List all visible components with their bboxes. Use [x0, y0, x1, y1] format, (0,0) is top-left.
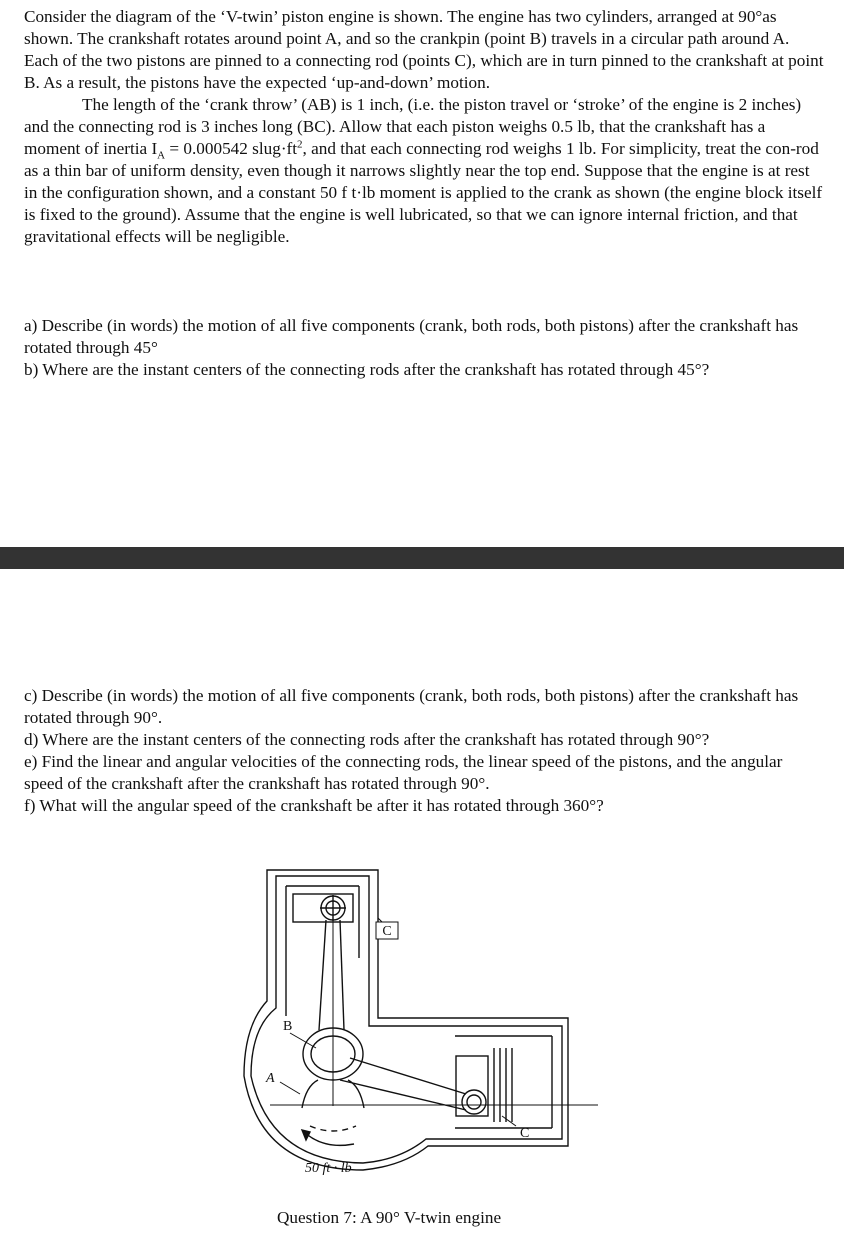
crank-and-crankpin	[280, 1028, 364, 1131]
intro-paragraph-2	[24, 94, 824, 248]
problem-intro	[24, 6, 824, 248]
inertia-subscript: A	[157, 149, 166, 162]
top-cylinder-bore	[286, 886, 359, 1016]
intro-p2-part-b: = 0.000542 slug·ft	[165, 139, 298, 158]
intro-p2-part-c: , and that each connecting rod weighs 1 lb. For simplicity, treat the con-rod as a thin bar of uniform density, even though it narrows slightly near the top end. Suppose that the engine is at rest in the configuration shown, and a constant 50 f t·lb moment is applied to the crank as shown (the engine block itself is fixed to the ground). Assume that the engine is well lubricated, so that we can ignore internal friction, and that gravitational effects will be negligible.	[24, 139, 823, 246]
right-connecting-rod	[270, 1058, 598, 1110]
point-c-right-label: C	[520, 1126, 530, 1141]
leader-lines	[378, 918, 516, 1126]
right-cylinder-bore	[455, 1036, 552, 1128]
question-f: f) What will the angular speed of the crankshaft be after it has rotated through 360°?	[24, 796, 604, 815]
intro-paragraph-1: Consider the diagram of the ‘V-twin’ piston engine is shown. The engine has two cylinders, arranged at 90°as shown. The crankshaft rotates around point A, and so the crankpin (point B) travels in a circular path around A. Each of the two pistons are pinned to a connecting rod (points C), which are in turn pinned to the crankshaft at point B. As a result, the pistons have the expected ‘up-and-down’ motion.	[24, 7, 824, 92]
moment-label: 50 ft · lb	[305, 1161, 352, 1176]
top-connecting-rod	[319, 908, 344, 1106]
intro-p2-part-a: The length of the ‘crank throw’ (AB) is 1 inch, (i.e. the piston travel or ‘stroke’ of the engine is 2 inches) and the connecting rod is 3 inches long (BC). Allow that each piston weighs 0.5 lb, that the crankshaft has a moment of inertia I	[24, 95, 802, 158]
question-c: c) Describe (in words) the motion of all five components (crank, both rods, both pistons) after the crankshaft has rotated through 90°.	[24, 686, 799, 727]
question-a: a) Describe (in words) the motion of all five components (crank, both rods, both pistons) after the crankshaft has rotated through 45°	[24, 316, 799, 357]
right-piston	[456, 1048, 512, 1122]
question-e: e) Find the linear and angular velocities of the connecting rods, the linear speed of the pistons, and the angular speed of the crankshaft after the crankshaft has rotated through 90°.	[24, 752, 783, 793]
v-twin-engine-diagram	[230, 858, 610, 1203]
questions-top	[24, 315, 824, 381]
point-c-top-label: C	[382, 924, 392, 939]
point-b-label: B	[283, 1019, 293, 1034]
question-d: d) Where are the instant centers of the connecting rods after the crankshaft has rotated through 90°?	[24, 730, 710, 749]
applied-moment-arrow	[302, 1130, 354, 1145]
question-b: b) Where are the instant centers of the connecting rods after the crankshaft has rotated through 45°?	[24, 360, 710, 379]
page-separator	[0, 547, 844, 569]
squared-superscript: 2	[297, 138, 303, 151]
figure-caption: Question 7: A 90° V-twin engine	[277, 1208, 502, 1227]
point-a-label: A	[266, 1071, 275, 1086]
questions-bottom	[24, 685, 824, 817]
top-piston	[293, 894, 353, 922]
